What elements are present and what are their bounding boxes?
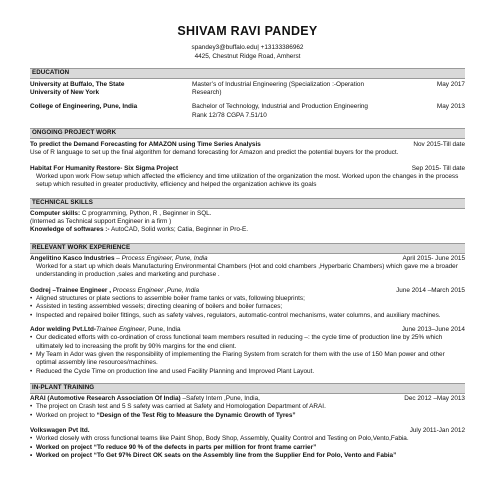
education-institution: [30, 103, 192, 120]
training-bullet: • Worked on project “To reduce 90 % of the defects in parts per million for front frame carrier”: [30, 444, 465, 452]
job-title-line: [30, 287, 199, 295]
job-company: Ador welding Pvt.Ltd-: [30, 326, 97, 334]
education-degree: [192, 103, 425, 120]
training-header: [30, 395, 465, 403]
training-bullets: [30, 435, 465, 460]
training-bullet: • Worked closely with cross functional teams like Paint Shop, Body Shop, Assembly, Quality Control and Testing on Polo,Vento,Fabia.: [30, 435, 465, 443]
degree-line: Rank 12/78 CGPA 7.51/10: [192, 111, 267, 119]
computer-skills: [30, 210, 465, 218]
section-training-heading: IN-PLANT TRAINING: [30, 383, 465, 394]
section-experience-heading: RELEVANT WORK EXPERIENCE: [30, 243, 465, 254]
training-company: Volkswagen Pvt ltd.: [30, 427, 90, 435]
job-location: , Pune, India: [144, 326, 181, 334]
job-description: Worked for a start up which deals Manufacturing Environmental Chambers (Hot and cold chambers ,Hyperbaric Chambers) which gave me a broader understanding in production ,sales and marketing and purchase .: [36, 263, 458, 279]
contact-line: spandey3@buffalo.edu| +13133386962: [191, 44, 304, 52]
job-bullet: • Aligned structures or plate sections to assemble boiler frame tanks or vats, following blueprints;: [30, 295, 465, 303]
education-degree: [192, 81, 425, 98]
institution-line: University of New York: [30, 88, 100, 96]
job-bullets: [30, 295, 465, 320]
degree-line: Master’s of Industrial Engineering (Specialization :-Operation: [192, 80, 365, 88]
job-role: Process Engineer ,Pune, India: [112, 286, 200, 294]
job-date: April 2015- June 2015: [402, 254, 465, 262]
job-header: [30, 287, 465, 295]
job-header: [30, 255, 465, 263]
project-date: Sep 2015- Till date: [411, 164, 465, 172]
project-date: Nov 2015-Till date: [413, 140, 465, 148]
job-bullet: • Our dedicated efforts with co-ordination of cross functional team members resulted in reducing –: the cycle time of production line by 25% which ultimately led to increasing the profit by 90% margins for the end client.: [30, 334, 465, 351]
job-bullet: • My Team in Ador was given the responsibility of implementing the Flaring System from scratch for them with the use of 150 Man power and other optimal assembly line resources/machines.: [30, 351, 465, 368]
education-date: May 2017: [436, 80, 465, 88]
job-bullet: • Assisted in testing assembled vessels; directing cleaning of boilers and boiler furnaces;: [30, 303, 465, 311]
project-description: Worked upon work Flow setup which affected the efficiency and time utilization of the organization the most. Worked upon the changes in the process setup which resulted in greater productivity, efficiency and helped the organization achieve its goals: [36, 172, 459, 189]
training-date: July 2011-Jan 2012: [409, 427, 465, 435]
computer-skills-note: (Interned as Technical support Engineer in a firm ): [30, 218, 172, 225]
institution-line: University at Buffalo, The State: [30, 80, 125, 88]
training-company: ARAI (Automotive Research Association Of India): [30, 395, 181, 403]
job-bullet: • Inspected and repaired boiler fittings, such as safety valves, regulators, automatic-control mechanisms, water columns, and auxiliary machines.: [30, 312, 465, 320]
project-header: [30, 141, 465, 149]
software-skills: [30, 226, 465, 234]
job-date: June 2014 –March 2015: [396, 286, 465, 294]
project-title: To predict the Demand Forecasting for AMAZON using Time Series Analysis: [30, 140, 261, 148]
training-bullet: • The project on Crash test and 5 S safety was carried at Safety and Homologation Department of ARAI.: [30, 403, 465, 411]
education-entry: [30, 81, 465, 98]
institution-line: College of Engineering, Pune, India: [30, 103, 138, 111]
section-projects-heading: ONGOING PROJECT WORK: [30, 128, 465, 139]
job-date: June 2013–June 2014: [401, 326, 465, 334]
job-title-line: [30, 255, 208, 263]
job-company: Angelitino Kasco Industries: [30, 254, 115, 262]
training-bullet-project: “Design of the Test Rig to Measure the Dynamic Growth of Tyres”: [96, 411, 296, 419]
training-bullet: • Worked on project “To Get 97% Direct OK seats on the Assembly line from the Supplier End for Polo, Vento and Fabia”: [30, 452, 465, 460]
degree-line: Research): [192, 88, 222, 96]
software-skills-value: AutoCAD, Solid works; Catia, Beginner in Pro-E.: [109, 226, 249, 234]
software-skills-label: Knowledge of softwares :-: [30, 226, 110, 234]
job-bullet: • Reduced the Cycle Time on production line and used Facility Planning and Improved Plant Layout.: [30, 368, 465, 376]
training-date: Dec 2012 –May 2013: [404, 395, 465, 403]
project-title: Habitat For Humanity Restore- Six Sigma Project: [30, 164, 179, 172]
education-entry: [30, 103, 465, 120]
job-bullets: [30, 334, 465, 376]
job-header: [30, 326, 465, 334]
candidate-name: SHIVAM RAVI PANDEY: [177, 24, 318, 38]
job-role: Trainee Engineer: [96, 326, 145, 334]
job-separator: –: [114, 254, 122, 262]
degree-line: Bachelor of Technology, Industrial and Production Engineering: [192, 103, 368, 111]
training-bullets: [30, 403, 465, 420]
project-header: [30, 165, 465, 173]
job-title-line: [30, 326, 181, 334]
address-line: 4425, Chestnut Ridge Road, Amherst: [194, 52, 301, 60]
training-header: [30, 427, 465, 435]
computer-skills-label: Computer skills:: [30, 209, 81, 217]
education-date: May 2013: [436, 103, 465, 111]
section-education-heading: EDUCATION: [30, 68, 465, 79]
training-bullet: [30, 412, 465, 420]
project-description: Use of R language to set up the final algorithm for demand forecasting for Amazon and predict the potential buyers for the product.: [30, 149, 399, 157]
section-skills-heading: TECHNICAL SKILLS: [30, 198, 465, 209]
training-role: –Safety Intern ,Pune, India,: [180, 395, 260, 403]
education-institution: [30, 81, 192, 98]
training-bullet-prefix: Worked on project to: [36, 411, 95, 419]
computer-skills-value: C programming, Python, R , Beginner in SQL.: [80, 209, 212, 217]
job-company: Godrej –Trainee Engineer ,: [30, 286, 111, 294]
job-role: Process Engineer, Pune, India: [121, 254, 208, 262]
training-title-line: [30, 395, 260, 403]
